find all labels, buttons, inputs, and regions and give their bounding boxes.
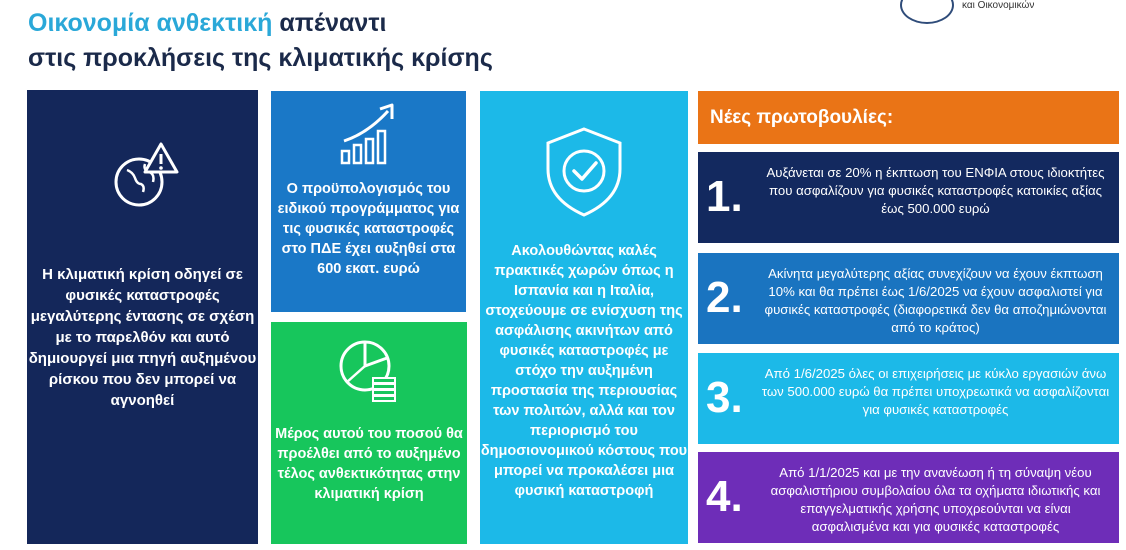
title-line2: στις προκλήσεις της κλιματικής κρίσης — [28, 44, 493, 72]
title-highlight: Οικονομία ανθεκτική — [28, 9, 273, 37]
initiative-item-1 — [698, 152, 1119, 243]
ministry-logo — [900, 0, 1126, 30]
ministry-name: και Οικονομικών — [962, 0, 1035, 11]
card-budget — [271, 91, 466, 312]
initiative-number: 2. — [706, 273, 743, 322]
initiative-item-2 — [698, 253, 1119, 344]
initiative-text: Από 1/1/2025 και με την ανανέωση ή τη σύναψη νέου ασφαλιστήριου συμβολαίου όλα τα οχήματα ιδιωτικής και επαγγελματικής χρήσης υποχρεούνται να είναι ασφαλισμένα και για φυσικές καταστροφές — [770, 465, 1101, 534]
initiative-number: 4. — [706, 472, 743, 521]
initiative-number: 1. — [706, 172, 743, 221]
card-budget-text: Ο προϋπολογισμός του ειδικού προγράμματος για τις φυσικές καταστροφές στο ΠΔΕ έχει αυξηθεί στα 600 εκατ. ευρώ — [277, 181, 460, 277]
card-insurance-strategy — [480, 91, 688, 544]
initiative-text: Ακίνητα μεγαλύτερης αξίας συνεχίζουν να έχουν έκπτωση 10% και θα πρέπει έως 1/6/2025 να έχουν ασφαλιστεί για φυσικές καταστροφές (διαφορετικά δεν θα αποζημιώνονται από το κράτος) — [764, 266, 1107, 335]
ministry-seal-icon — [900, 0, 954, 24]
card-climate-crisis-text: Η κλιματική κρίση οδηγεί σε φυσικές καταστροφές μεγαλύτερης έντασης σε σχέση με το παρελθόν και αυτό δημιουργεί μια πηγή αυξημένου ρίσκου που δεν μπορεί να αγνοηθεί — [28, 266, 257, 409]
growth-chart-icon — [336, 101, 404, 169]
initiative-text: Από 1/6/2025 όλες οι επιχειρήσεις με κύκλο εργασιών άνω των 500.000 ευρώ θα πρέπει υποχρεωτικά να ασφαλίζονται για φυσικές καταστροφές — [761, 366, 1110, 417]
card-resilience-fee-text: Μέρος αυτού του ποσού θα προέλθει από το αυξημένο τέλος ανθεκτικότητας στην κλιματική κρίση — [275, 426, 463, 502]
pie-coins-icon — [333, 334, 405, 406]
card-resilience-fee — [271, 322, 467, 544]
initiative-number: 3. — [706, 373, 743, 422]
initiative-text: Αυξάνεται σε 20% η έκπτωση του ΕΝΦΙΑ στους ιδιοκτήτες που ασφαλίζουν για φυσικές καταστροφές κατοικίες αξίας έως 500.000 ευρώ — [766, 165, 1105, 216]
card-insurance-strategy-text: Ακολουθώντας καλές πρακτικές χωρών όπως η Ισπανία και η Ιταλία, στοχεύουμε σε ενίσχυση της ασφάλισης ακινήτων από φυσικές καταστροφές με στόχο την αυξημένη προστασία της περιουσίας των πολιτών, αλλά και τον περιορισμό του δημοσιονομικού κόστους που μπορεί να προκαλέσει μια φυσική καταστροφή — [480, 243, 688, 499]
initiatives-header: Νέες πρωτοβουλίες: — [698, 91, 1119, 144]
globe-warning-icon — [105, 138, 185, 218]
initiative-item-4 — [698, 452, 1119, 543]
shield-check-icon — [536, 125, 632, 221]
initiative-item-3 — [698, 353, 1119, 444]
page-title — [28, 6, 493, 76]
card-climate-crisis — [27, 90, 258, 544]
title-rest: απέναντι — [272, 9, 387, 37]
